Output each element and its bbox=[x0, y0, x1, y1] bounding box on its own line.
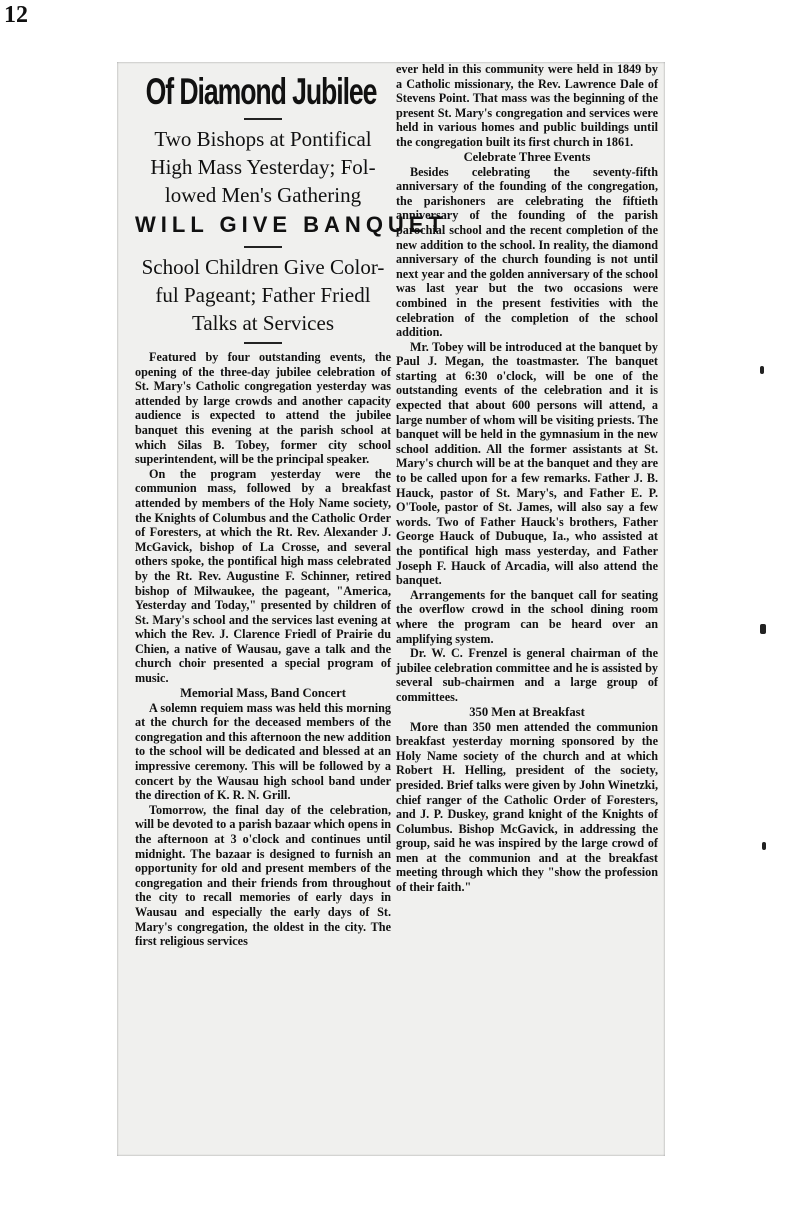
article-paragraph: More than 350 men attended the communion breakfast yesterday morning sponsored by the Holy Name society of the church and at which Robert H. Helling, president of the society, presided. Brief talks were given by John Winetzki, chief ranger of the Catholic Order of Foresters, and J. P. Duskey, grand knight of the Knights of Columbus. Bishop McGavick, in addressing the group, said he was inspired by the large crowd of men at the communion and at the breakfast meeting through which they "show the profession of their faith." bbox=[396, 719, 658, 895]
section-subhead: Celebrate Three Events bbox=[463, 149, 591, 164]
deck-line: Two Bishops at Pontifical bbox=[154, 127, 372, 151]
deck-line: Talks at Services bbox=[192, 311, 334, 335]
right-column bbox=[396, 62, 658, 895]
divider-rule bbox=[244, 342, 282, 344]
deck-line: lowed Men's Gathering bbox=[164, 183, 362, 207]
margin-mark bbox=[760, 366, 764, 374]
banner-headline: WILL GIVE BANQUET bbox=[135, 212, 447, 237]
article-paragraph: Arrangements for the banquet call for seating the overflow crowd in the school dining room where the program can be heard over an amplifying system. bbox=[396, 587, 658, 646]
margin-mark bbox=[762, 842, 766, 850]
article-paragraph: Tomorrow, the final day of the celebration, will be devoted to a parish bazaar which opens in the afternoon at 3 o'clock and continues until midnight. The bazaar is designed to furnish an opportunity for old and present members of the congregation and their friends from throughout the city to recall memories of early days in Wausau and especially the early days of St. Mary's congregation, the oldest in the city. The first religious services bbox=[135, 802, 391, 949]
deck-line: High Mass Yesterday; Fol- bbox=[150, 155, 376, 179]
page-number: 12 bbox=[4, 2, 28, 28]
section-subhead: 350 Men at Breakfast bbox=[469, 704, 585, 719]
article-paragraph: ever held in this community were held in 1849 by a Catholic missionary, the Rev. Lawrence Dale of Stevens Point. That mass was the beginning of the present St. Mary's congregation and services were held in various homes and public buildings until the congregation built its first church in 1861. bbox=[396, 62, 658, 149]
article-paragraph: On the program yesterday were the communion mass, followed by a breakfast attended by members of the Holy Name society, the Knights of Columbus and the Catholic Order of Foresters, at which the Rt. Rev. Alexander J. McGavick, bishop of La Crosse, and several others spoke, the pontifical high mass celebrated by the Rt. Rev. Augustine F. Schinner, retired bishop of Milwaukee, the pageant, "America, Yesterday and Today," presented by children of St. Mary's school and the services last evening at which the Rev. J. Clarence Friedl of Prairie du Chien, a native of Wausau, gave a talk and the church choir presented a special program of music. bbox=[135, 466, 391, 686]
article-paragraph: Besides celebrating the seventy-fifth anniversary of the founding of the congregation, the parishoners are celebrating the fiftieth anniversary of the founding of the parish parochial school and the recent completion of the new addition to the school. In reality, the diamond anniversary of the church founding is not until next year and the golden anniversary of the school was last year but the two occasions were combined in the present festivities with the celebration of the completion of the school addition. bbox=[396, 164, 658, 340]
divider-rule bbox=[244, 246, 282, 248]
article-paragraph: Dr. W. C. Frenzel is general chairman of the jubilee celebration committee and he is assisted by several sub-chairmen and a large group of committees. bbox=[396, 646, 658, 704]
deck-line: ful Pageant; Father Friedl bbox=[155, 283, 371, 307]
article-paragraph: Featured by four outstanding events, the opening of the three-day jubilee celebration of St. Mary's Catholic congregation yesterday was attended by large crowds and another capacity audience is expected to attend the jubilee banquet this evening at the parish school at which Silas B. Tobey, former city school superintendent, will be the principal speaker. bbox=[135, 350, 391, 467]
headline-main: Of Diamond Jubilee bbox=[145, 71, 377, 112]
section-subhead: Memorial Mass, Band Concert bbox=[180, 685, 346, 700]
divider-rule bbox=[244, 118, 282, 120]
article-paragraph: Mr. Tobey will be introduced at the banquet by Paul J. Megan, the toastmaster. The banquet starting at 6:30 o'clock, will be one of the outstanding events of the celebration and it is expected that about 600 persons will attend, a large number of whom will be visiting priests. The banquet will be held in the gymnasium in the new school addition. All the former assistants at St. Mary's church will be at the banquet and they are to be called upon for a few remarks. Father J. B. Hauck, pastor of St. Mary's, and Father E. P. O'Toole, pastor of St. James, will also say a few words. Two of Father Hauck's brothers, Father George Hauck of Dubuque, Ia., who assisted at the pontifical high mass yesterday, and Father Joseph F. Hauck of Arcadia, will also attend the banquet. bbox=[396, 339, 658, 588]
deck-line: School Children Give Color- bbox=[141, 255, 385, 279]
margin-mark bbox=[760, 624, 766, 634]
article-paragraph: A solemn requiem mass was held this morning at the church for the deceased members of the congregation and this afternoon the new addition to the school will be dedicated and blessed at an impressive ceremony. This will be followed by a concert by the Wausau high school band under the direction of K. R. N. Grill. bbox=[135, 700, 391, 803]
left-column bbox=[135, 62, 447, 949]
